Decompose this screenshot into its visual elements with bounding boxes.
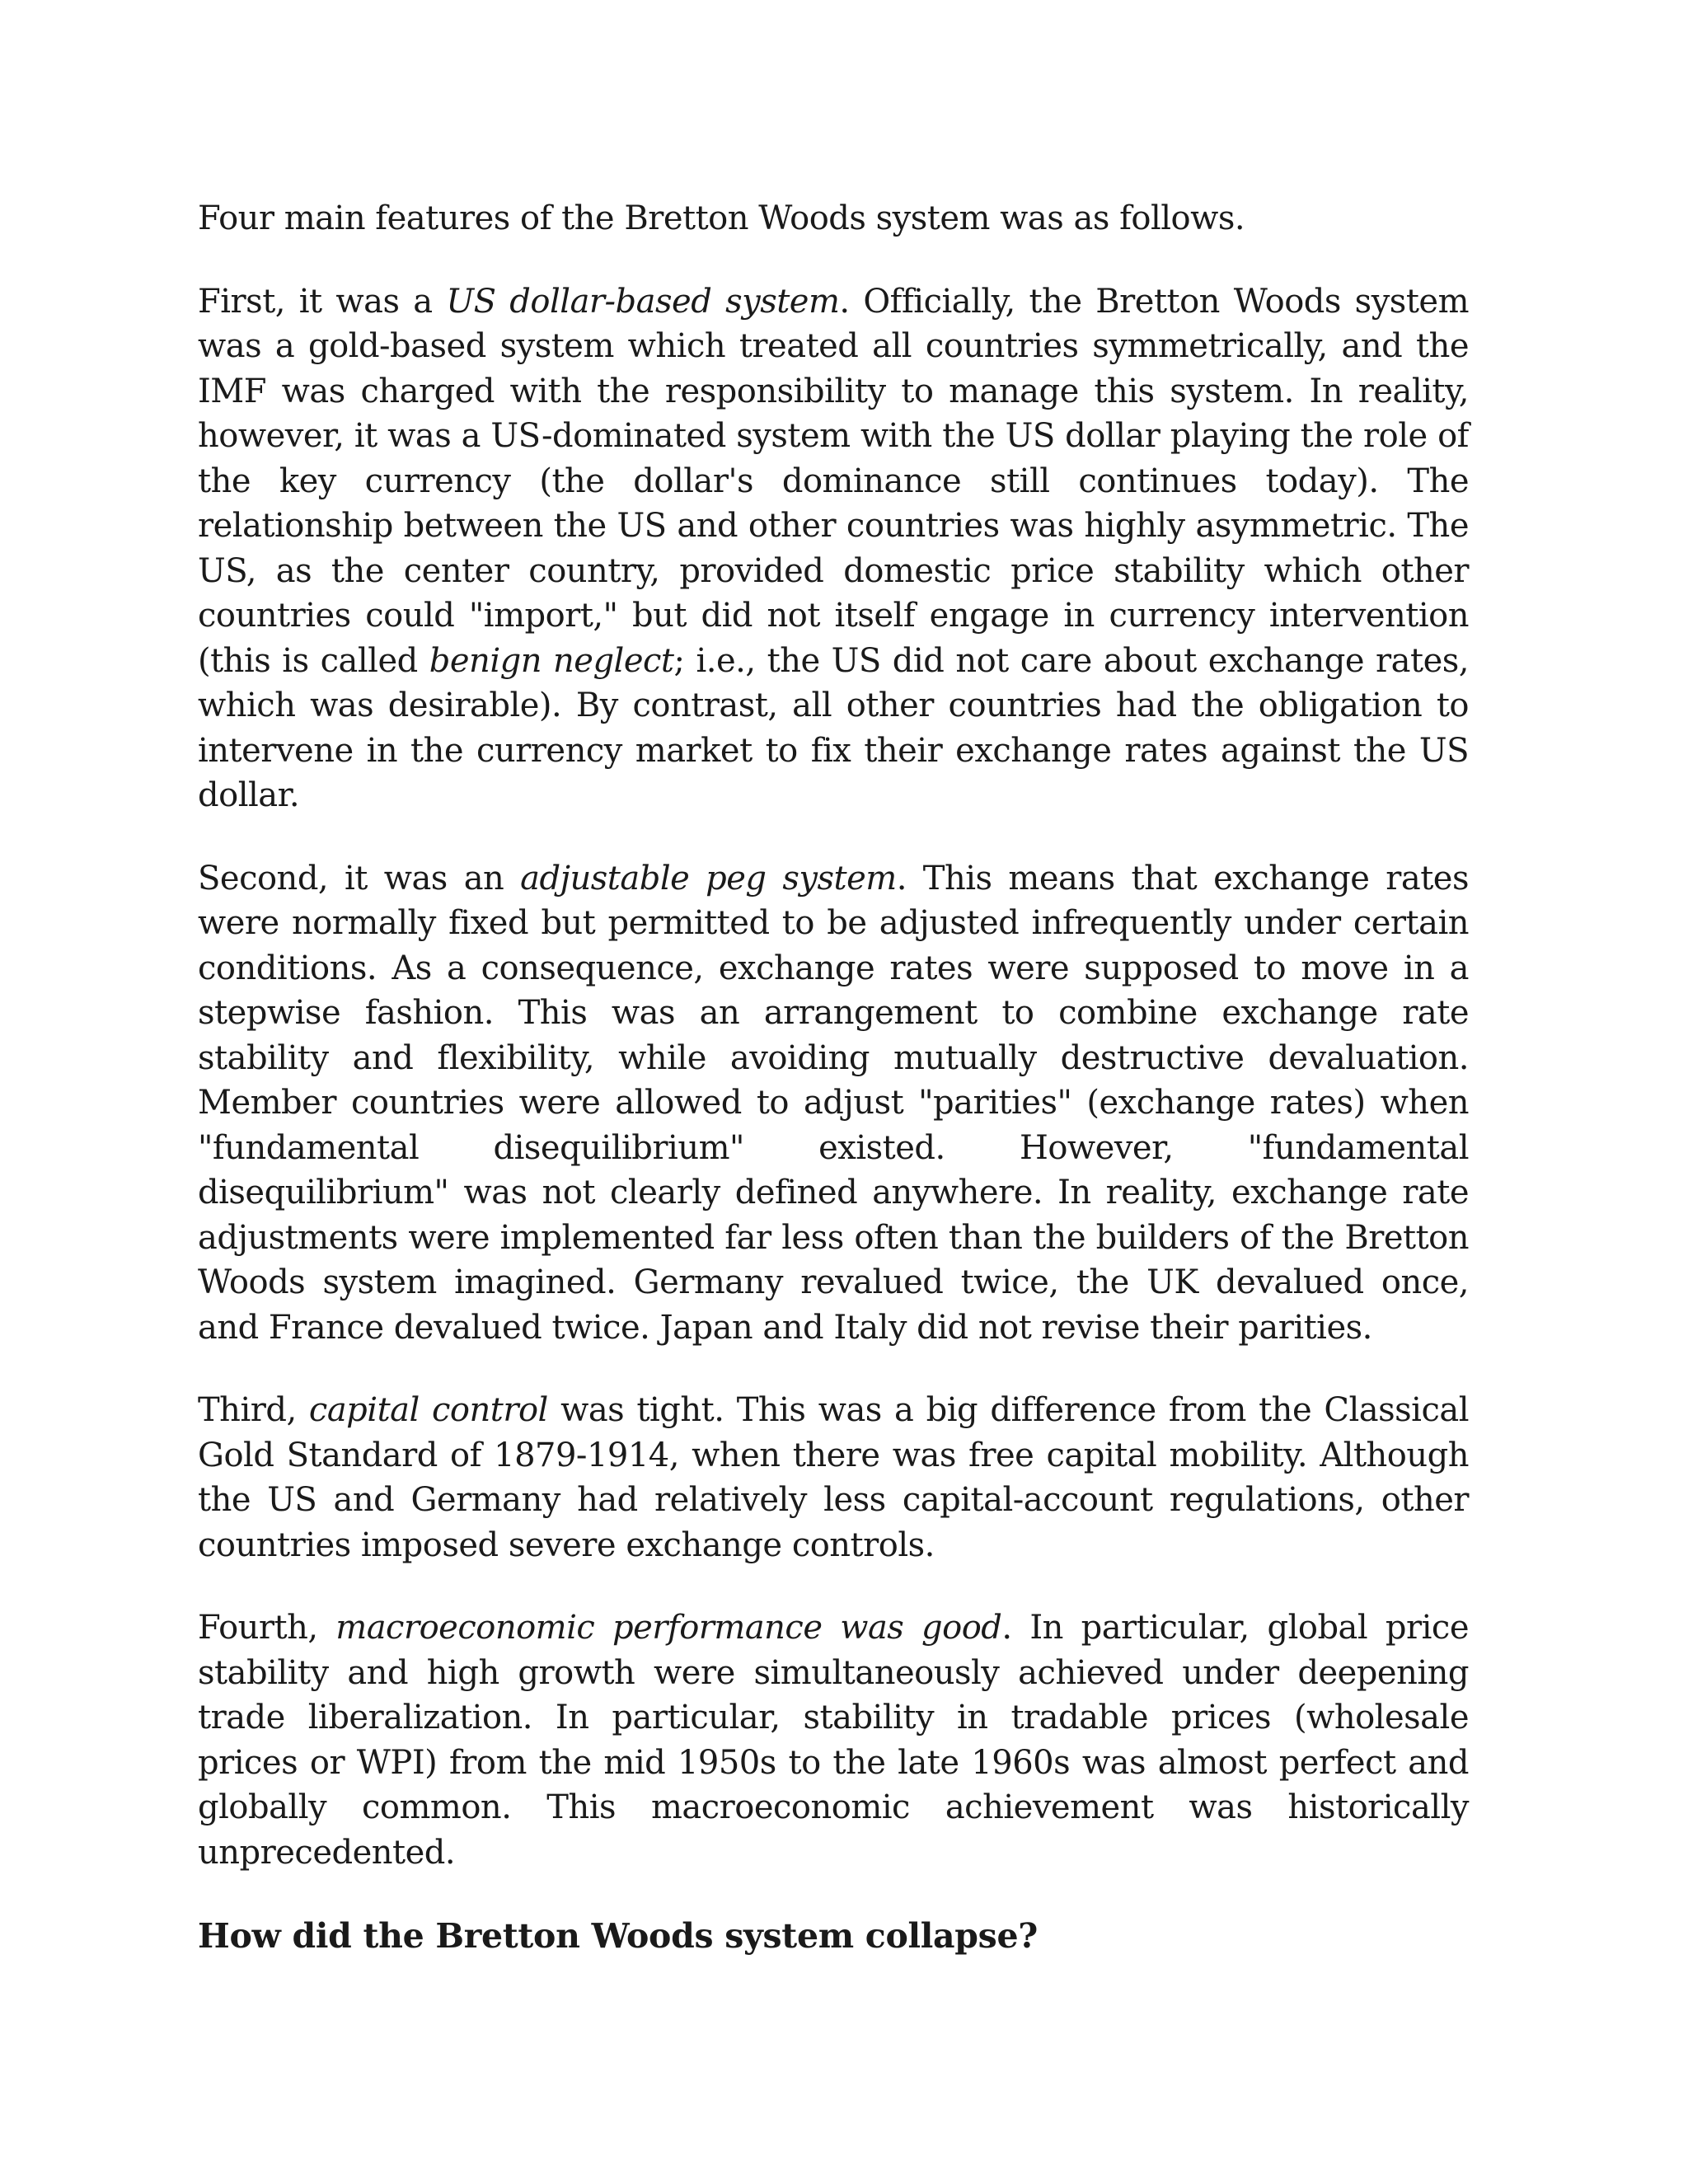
paragraph-lead: First, it was a [198, 282, 447, 321]
paragraph-lead: Fourth, [198, 1609, 336, 1647]
intro-paragraph: Four main features of the Bretton Woods system was as follows. [198, 199, 1245, 237]
paragraph-lead: Third, [198, 1391, 309, 1429]
paragraph-text: . Officially, the Bretton Woods system was a gold-based system which treated all countries symmetrically, and the IMF was charged with the responsibility to manage this system. In reality, however, it was a US-dominated system with the US dollar playing the role of the key currency (the dollar's dominance still continues today). The relationship between the US and other countries was highly asymmetric. The US, as the center country, provided domestic price stability which other countries could "import," but did not itself engage in currency intervention (this is called [198, 282, 1470, 680]
paragraph-first-feature [198, 279, 1469, 818]
paragraph-third-feature [198, 1388, 1469, 1568]
paragraph-text: . This means that exchange rates were normally fixed but permitted to be adjusted infrequently under certain conditions. As a consequence, exchange rates were supposed to move in a stepwise fashion. This was an arrangement to combine exchange rate stability and flexibility, while avoiding mutually destructive devaluation. Member countries were allowed to adjust "parities" (exchange rates) when "fundamental disequilibrium" existed. However, "fundamental disequilibrium" was not clearly defined anywhere. In reality, exchange rate adjustments were implemented far less often than the builders of the Bretton Woods system imagined. Germany revalued twice, the UK devalued once, and France devalued twice. Japan and Italy did not revise their parities. [198, 859, 1469, 1347]
emphasis-benign-neglect: benign neglect [429, 641, 674, 680]
paragraph-second-feature [198, 856, 1469, 1351]
paragraph-fourth-feature [198, 1605, 1469, 1875]
paragraph-text: was tight. This was a big difference from the Classical Gold Standard of 1879-1914, when there was free capital mobility. Although the US and Germany had relatively less capital-account regulations, other countries imposed severe exchange controls. [198, 1391, 1469, 1564]
paragraph-text: ; i.e., the US did not care about exchange rates, which was desirable). By contrast, all other countries had the obligation to intervene in the currency market to fix their exchange rates against the US dollar. [198, 641, 1470, 814]
paragraph-lead: Second, it was an [198, 859, 521, 898]
paragraph-text: . In particular, global price stability and high growth were simultaneously achieved under deepening trade liberalization. In particular, stability in tradable prices (wholesale prices or WPI) from the mid 1950s to the late 1960s was almost perfect and globally common. This macroeconomic achievement was historically unprecedented. [198, 1609, 1469, 1872]
emphasis-adjustable-peg: adjustable peg system [520, 859, 897, 898]
document-body [198, 196, 1469, 1959]
emphasis-macroeconomic-performance: macroeconomic performance was good [335, 1609, 1002, 1647]
emphasis-capital-control: capital control [308, 1391, 548, 1429]
section-heading: How did the Bretton Woods system collapse? [198, 1916, 1038, 1956]
emphasis-us-dollar-based: US dollar-based system [446, 282, 840, 321]
